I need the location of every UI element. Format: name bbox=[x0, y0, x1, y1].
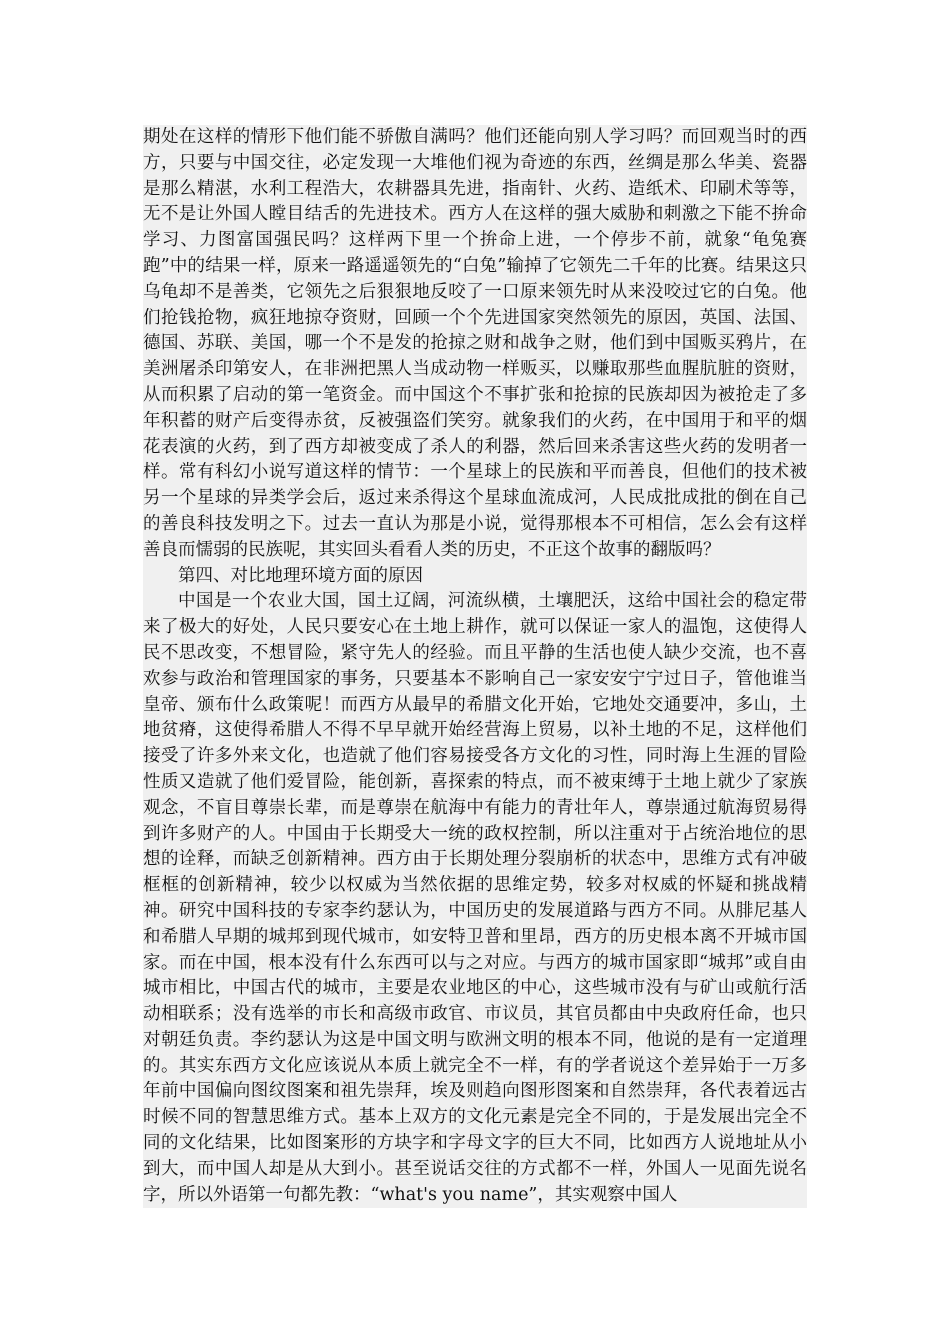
document-body bbox=[143, 125, 807, 1208]
paragraph-3: 中国是一个农业大国，国土辽阔，河流纵横，土壤肥沃，这给中国社会的稳定带来了极大的好处，人民只要安心在土地上耕作，就可以保证一家人的温饱，这使得人民不思改变，不想冒险，紧守先人的经验。而且平静的生活也使人缺少交流，也不喜欢参与政治和管理国家的事务，只要基本不影响自己一家安安宁宁过日子，管他谁当皇帝、颁布什么政策呢！而西方从最早的希腊文化开始，它地处交通要冲，多山，土地贫瘠，这使得希腊人不得不早早就开始经营海上贸易，以补土地的不足，这样他们接受了许多外来文化，也造就了他们容易接受各方文化的习性，同时海上生涯的冒险性质又造就了他们爱冒险，能创新，喜探索的特点，而不被束缚于土地上就少了家族观念，不盲目尊崇长辈，而是尊崇在航海中有能力的青壮年人，尊崇通过航海贸易得到许多财产的人。中国由于长期受大一统的政权控制，所以注重对于占统治地位的思想的诠释，而缺乏创新精神。西方由于长期处理分裂崩析的状态中，思维方式有冲破框框的创新精神，较少以权威为当然依据的思维定势，较多对权威的怀疑和挑战精神。研究中国科技的专家李约瑟认为，中国历史的发展道路与西方不同。从腓尼基人和希腊人早期的城邦到现代城市，如安特卫普和里昂，西方的历史根本离不开城市国家。而在中国，根本没有什么东西可以与之对应。与西方的城市国家即“城邦”或自由城市相比，中国古代的城市，主要是农业地区的中心，这些城市没有与矿山或航行活动相联系；没有选举的市长和高级市政官、市议员，其官员都由中央政府任命，也只对朝廷负责。李约瑟认为这是中国文明与欧洲文明的根本不同，他说的是有一定道理的。其实东西方文化应该说从本质上就完全不一样，有的学者说这个差异始于一万多年前中国偏向图纹图案和祖先崇拜，埃及则趋向图形图案和自然崇拜，各代表着远古时候不同的智慧思维方式。基本上双方的文化元素是完全不同的，于是发展出完全不同的文化结果，比如图案形的方块字和字母文字的巨大不同，比如西方人说地址从小到大，而中国人却是从大到小。甚至说话交往的方式都不一样，外国人一见面先说名字，所以外语第一句都先教：“what's you name”，其实观察中国人 bbox=[143, 591, 807, 1205]
section-heading: 第四、对比地理环境方面的原因 bbox=[178, 565, 423, 586]
paragraph-1: 期处在这样的情形下他们能不骄傲自满吗？他们还能向别人学习吗？而回观当时的西方，只要与中国交往，必定发现一大堆他们视为奇迹的东西，丝绸是那么华美、瓷器是那么精湛，水利工程浩大，农耕器具先进，指南针、火药、造纸术、印刷术等等，无不是让外国人瞠目结舌的先进技术。西方人在这样的强大威胁和刺激之下能不拚命学习、力图富国强民吗？这样两下里一个拚命上进，一个停步不前，就象“龟兔赛跑”中的结果一样，原来一路遥遥领先的“白兔”输掉了它领先二千年的比赛。结果这只乌龟却不是善类，它领先之后狠狠地反咬了一口原来领先时从来没咬过它的白兔。他们抢钱抢物，疯狂地掠夺资财，回顾一个个先进国家突然领先的原因，英国、法国、德国、苏联、美国，哪一个不是发的抢掠之财和战争之财，他们到中国贩买鸦片，在美洲屠杀印第安人，在非洲把黑人当成动物一样贩买，以赚取那些血腥肮脏的资财，从而积累了启动的第一笔资金。而中国这个不事扩张和抢掠的民族却因为被抢走了多年积蓄的财产后变得赤贫，反被强盗们笑穷。就象我们的火药，在中国用于和平的烟花表演的火药，到了西方却被变成了杀人的利器，然后回来杀害这些火药的发明者一样。常有科幻小说写道这样的情节：一个星球上的民族和平而善良，但他们的技术被另一个星球的异类学会后，返过来杀得这个星球血流成河，人民成批成批的倒在自己的善良科技发明之下。过去一直认为那是小说，觉得那根本不可相信，怎么会有这样善良而懦弱的民族呢，其实回头看看人类的历史，不正这个故事的翻版吗？ bbox=[143, 127, 807, 560]
